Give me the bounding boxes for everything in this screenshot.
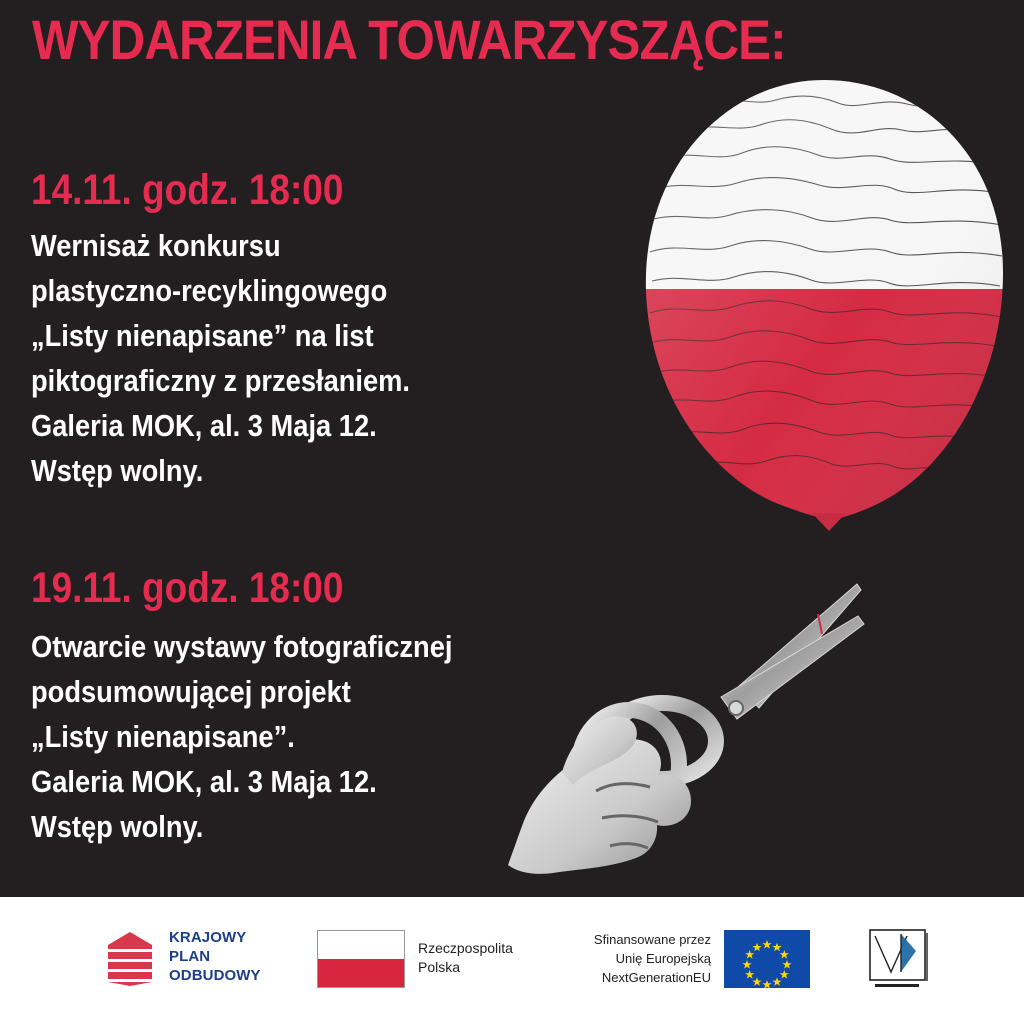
eu-funding-text (565, 930, 711, 987)
page-title: WYDARZENIA TOWARZYSZĄCE: (32, 8, 786, 71)
event-2-line-1: Otwarcie wystawy fotograficznej (31, 629, 453, 664)
rp-line-1: Rzeczpospolita (418, 940, 513, 956)
event-2-line-4: Galeria MOK, al. 3 Maja 12. (31, 764, 377, 799)
event-description-2 (31, 624, 452, 849)
event-1-line-2: plastyczno-recyklingowego (31, 273, 388, 308)
event-1-line-3: „Listy nienapisane” na list (31, 318, 374, 353)
kpo-text (169, 928, 261, 985)
event-2-line-3: „Listy nienapisane”. (31, 719, 295, 754)
poland-flag-white (318, 931, 404, 959)
event-date-1: 14.11. godz. 18:00 (31, 166, 344, 214)
event-2-line-2: podsumowującej projekt (31, 674, 351, 709)
rzeczpospolita-polska-text (418, 939, 513, 977)
poland-flag-icon (317, 930, 405, 988)
event-1-line-1: Wernisaż konkursu (31, 228, 281, 263)
event-1-line-5: Galeria MOK, al. 3 Maja 12. (31, 408, 377, 443)
eu-line-2: Unię Europejską (615, 951, 711, 966)
event-1-line-6: Wstęp wolny. (31, 453, 204, 488)
event-2-line-5: Wstęp wolny. (31, 809, 204, 844)
kpo-line-1: KRAJOWY (169, 929, 247, 946)
rp-line-2: Polska (418, 959, 461, 975)
event-date-2: 19.11. godz. 18:00 (31, 564, 344, 612)
balloon-icon (642, 75, 1007, 540)
poland-flag-red (318, 959, 404, 987)
scissors-icon (508, 582, 870, 886)
kpo-logo (106, 928, 296, 990)
kpo-logo-icon (106, 932, 154, 986)
eu-flag-icon (724, 930, 810, 988)
kpo-line-2: PLAN (169, 948, 211, 965)
eu-line-1: Sfinansowane przez (593, 932, 711, 947)
mok-logo-icon (867, 926, 939, 990)
eu-line-3: NextGenerationEU (601, 970, 711, 985)
kpo-line-3: ODBUDOWY (169, 967, 261, 984)
event-1-line-4: piktograficzny z przesłaniem. (31, 363, 410, 398)
event-description-1 (31, 223, 410, 493)
